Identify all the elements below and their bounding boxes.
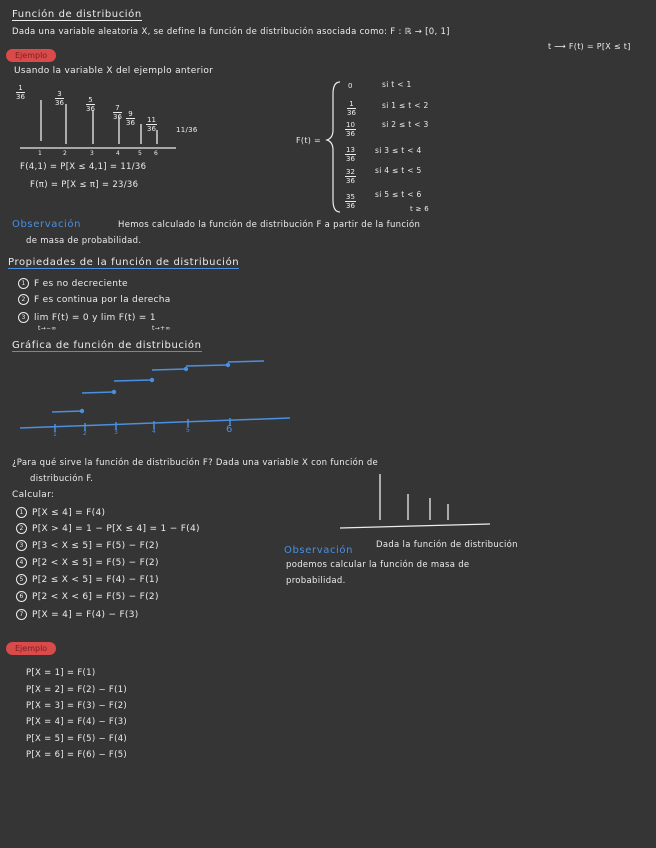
calc-item: 3 P[3 < X ≤ 5] = F(5) − F(2) bbox=[16, 540, 159, 551]
usando-text: Usando la variable X del ejemplo anterior bbox=[14, 66, 214, 76]
pmf-fraction: 9 36 bbox=[126, 110, 135, 127]
graph-tick: 5 bbox=[186, 427, 191, 434]
example-item: P[X = 1] = F(1) bbox=[26, 668, 96, 678]
example-item: P[X = 4] = F(4) − F(3) bbox=[26, 717, 128, 727]
observation-text: podemos calcular la función de masa de bbox=[286, 560, 470, 570]
observation-label: Observación bbox=[284, 545, 354, 556]
cdf-condition: si 1 ≤ t < 2 bbox=[382, 101, 429, 110]
calc-item: 5 P[2 ≤ X < 5] = F(4) − F(1) bbox=[16, 574, 159, 585]
pmf-fraction: 7 36 bbox=[113, 104, 122, 121]
pmf-tick: 5 bbox=[138, 150, 143, 157]
limit-subscript: t→+∞ bbox=[152, 325, 171, 332]
cdf-value: 10 36 bbox=[346, 121, 355, 138]
graph-tick: 6 bbox=[226, 424, 233, 435]
example-item: P[X = 2] = F(2) − F(1) bbox=[26, 685, 128, 695]
graph-tick: 1 bbox=[53, 431, 58, 438]
calcular-label: Calcular: bbox=[12, 490, 55, 500]
property-item: 2 F es continua por la derecha bbox=[18, 294, 171, 305]
example-item: P[X = 5] = F(5) − F(4) bbox=[26, 734, 128, 744]
calc-item: 2 P[X > 4] = 1 − P[X ≤ 4] = 1 − F(4) bbox=[16, 523, 200, 534]
property-item: 3 lim F(t) = 0 y lim F(t) = 1 bbox=[18, 312, 156, 323]
properties-heading: Propiedades de la función de distribución bbox=[8, 257, 240, 268]
question-text: ¿Para qué sirve la función de distribución F? Dada una variable X con función de bbox=[12, 458, 379, 468]
pmf-fraction: 1 36 bbox=[16, 84, 25, 101]
cdf-value: 1 36 bbox=[347, 100, 356, 117]
observation-label: Observación bbox=[12, 219, 82, 230]
graph-tick: 4 bbox=[152, 428, 157, 435]
calc-item: 7 P[X = 4] = F(4) − F(3) bbox=[16, 609, 139, 620]
intro-map: t ⟶ F(t) = P[X ≤ t] bbox=[548, 42, 631, 51]
page-title: Función de distribución bbox=[12, 9, 142, 20]
observation-text: Dada la función de distribución bbox=[376, 540, 518, 550]
pmf-tick: 6 bbox=[154, 150, 159, 157]
graph-tick: 2 bbox=[83, 430, 88, 437]
observation-text: Hemos calculado la función de distribución F a partir de la función bbox=[118, 220, 421, 230]
cdf-condition: si 2 ≤ t < 3 bbox=[382, 120, 429, 129]
calc-item: 4 P[2 < X ≤ 5] = F(5) − F(2) bbox=[16, 557, 159, 568]
cdf-condition: si 3 ≤ t < 4 bbox=[375, 146, 422, 155]
question-text: distribución F. bbox=[30, 474, 94, 484]
example-item: P[X = 6] = F(6) − F(5) bbox=[26, 750, 128, 760]
example-badge: Ejemplo bbox=[6, 642, 56, 655]
pmf-tick: 3 bbox=[90, 150, 95, 157]
cdf-value: 35 36 bbox=[346, 193, 355, 210]
pmf-scale-label: 11/36 bbox=[176, 126, 198, 134]
graph-tick: 3 bbox=[114, 429, 119, 436]
calc-item: 1 P[X ≤ 4] = F(4) bbox=[16, 507, 105, 518]
cdf-condition: si 5 ≤ t < 6 bbox=[375, 190, 422, 199]
pmf-fraction: 11 36 bbox=[147, 116, 156, 133]
pmf-fraction: 5 36 bbox=[86, 96, 95, 113]
cdf-condition: si t < 1 bbox=[382, 80, 412, 89]
pmf-tick: 2 bbox=[63, 150, 68, 157]
pmf-tick: 1 bbox=[38, 150, 43, 157]
observation-text: probabilidad. bbox=[286, 576, 346, 586]
cdf-label: F(t) = bbox=[296, 136, 322, 145]
cdf-condition: t ≥ 6 bbox=[410, 205, 430, 213]
cdf-condition: si 4 ≤ t < 5 bbox=[375, 166, 422, 175]
property-item: 1 F es no decreciente bbox=[18, 278, 128, 289]
pmf-fraction: 3 36 bbox=[55, 90, 64, 107]
example-item: P[X = 3] = F(3) − F(2) bbox=[26, 701, 128, 711]
graph-heading: Gráfica de función de distribución bbox=[12, 340, 202, 351]
observation-text: de masa de probabilidad. bbox=[26, 236, 142, 246]
cdf-value: 32 36 bbox=[346, 168, 355, 185]
pmf-tick: 4 bbox=[116, 150, 121, 157]
example-badge: Ejemplo bbox=[6, 49, 56, 62]
cdf-value: 13 36 bbox=[346, 146, 355, 163]
cdf-value: 0 bbox=[348, 82, 353, 90]
calc-item: 6 P[2 < X < 6] = F(5) − F(2) bbox=[16, 591, 159, 602]
limit-subscript: t→−∞ bbox=[38, 325, 57, 332]
computation-1: F(4,1) = P[X ≤ 4,1] = 11/36 bbox=[20, 162, 147, 172]
computation-2: F(π) = P[X ≤ π] = 23/36 bbox=[30, 180, 139, 190]
intro-text: Dada una variable aleatoria X, se define la función de distribución asociada como: F : ℝ → [0, 1] bbox=[12, 27, 450, 37]
